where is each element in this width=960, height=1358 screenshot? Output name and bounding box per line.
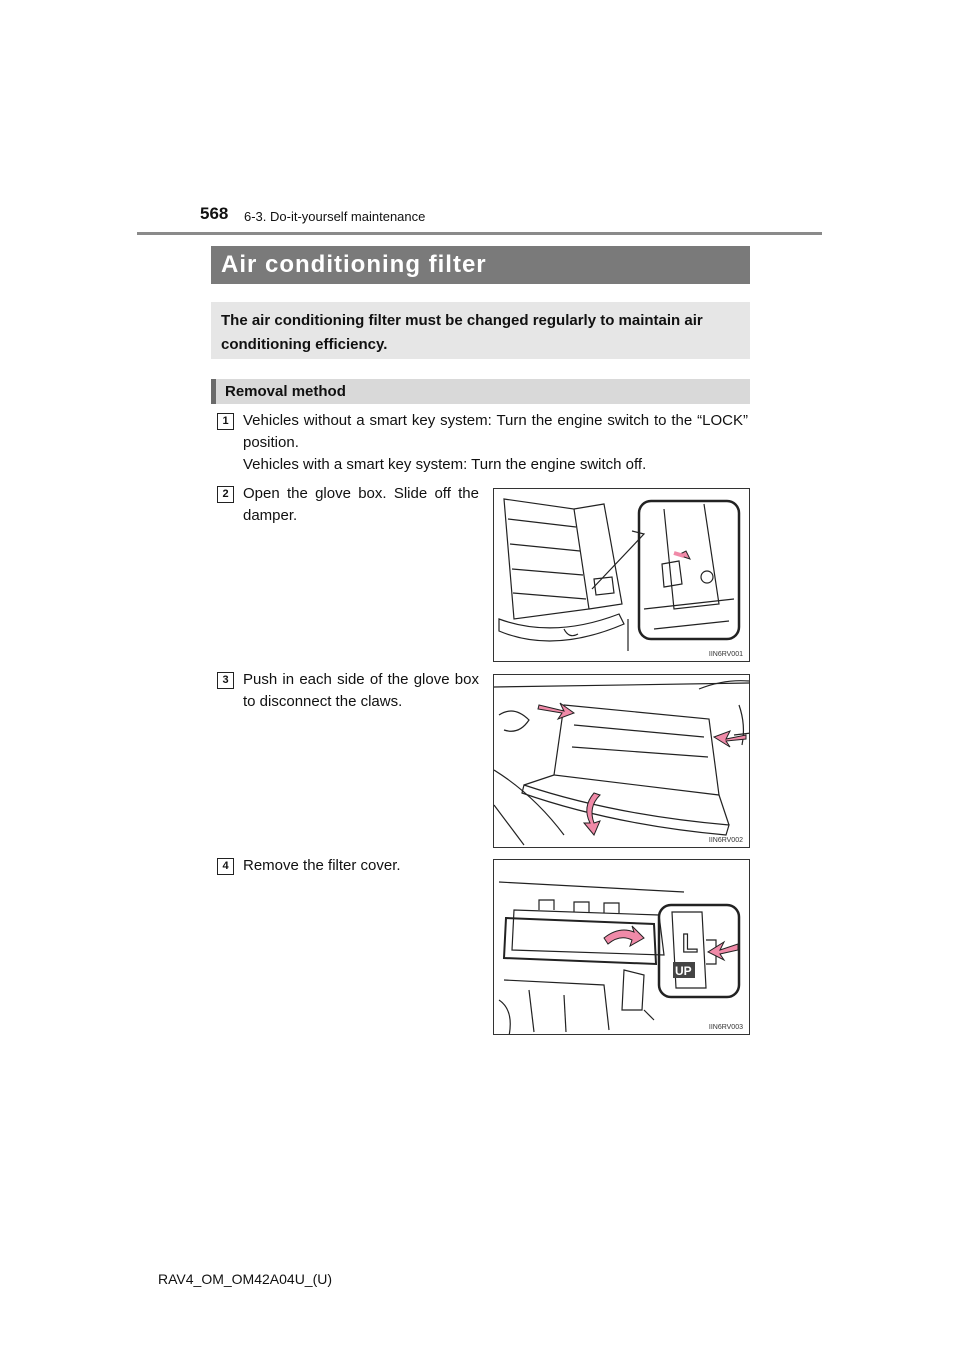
step-1-text (243, 410, 748, 476)
step-4-text: Remove the filter cover. (243, 857, 401, 874)
page-number: 568 (200, 204, 229, 223)
figure-filter-cover (493, 859, 750, 1035)
step-2-text: Open the glove box. Slide off the damper. (243, 485, 479, 524)
step-1-line-2: Vehicles with a smart key system: Turn the engine switch off. (243, 456, 647, 473)
step-number-2: 2 (217, 486, 234, 503)
figure-glove-box-claws (493, 674, 750, 848)
damper-illustration (494, 489, 750, 662)
figure-glove-box-damper (493, 488, 750, 662)
figure-code-1: IIN6RV001 (708, 651, 743, 658)
cover-label-up: UP (675, 964, 692, 978)
filter-cover-illustration (494, 860, 750, 1035)
step-3-text: Push in each side of the glove box to disconnect the claws. (243, 671, 479, 710)
page-title: Air conditioning filter (221, 251, 487, 278)
figure-code-3: IIN6RV003 (708, 1024, 743, 1031)
step-1-line-1: Vehicles without a smart key system: Turn the engine switch to the “LOCK” position. (243, 412, 748, 451)
page-title-bar (211, 246, 750, 284)
document-footer: RAV4_OM_OM42A04U_(U) (158, 1271, 333, 1287)
section-title: 6-3. Do-it-yourself maintenance (244, 209, 426, 224)
step-number-3: 3 (217, 672, 234, 689)
subheading: Removal method (211, 379, 750, 404)
step-number-1: 1 (217, 413, 234, 430)
header-rule (137, 232, 822, 235)
step-number-4: 4 (217, 858, 234, 875)
cover-label-l: L (682, 928, 698, 958)
claws-illustration (494, 675, 750, 848)
intro-box: The air conditioning filter must be changed regularly to maintain air conditioning efficiency. (211, 302, 750, 359)
figure-code-2: IIN6RV002 (708, 837, 743, 844)
